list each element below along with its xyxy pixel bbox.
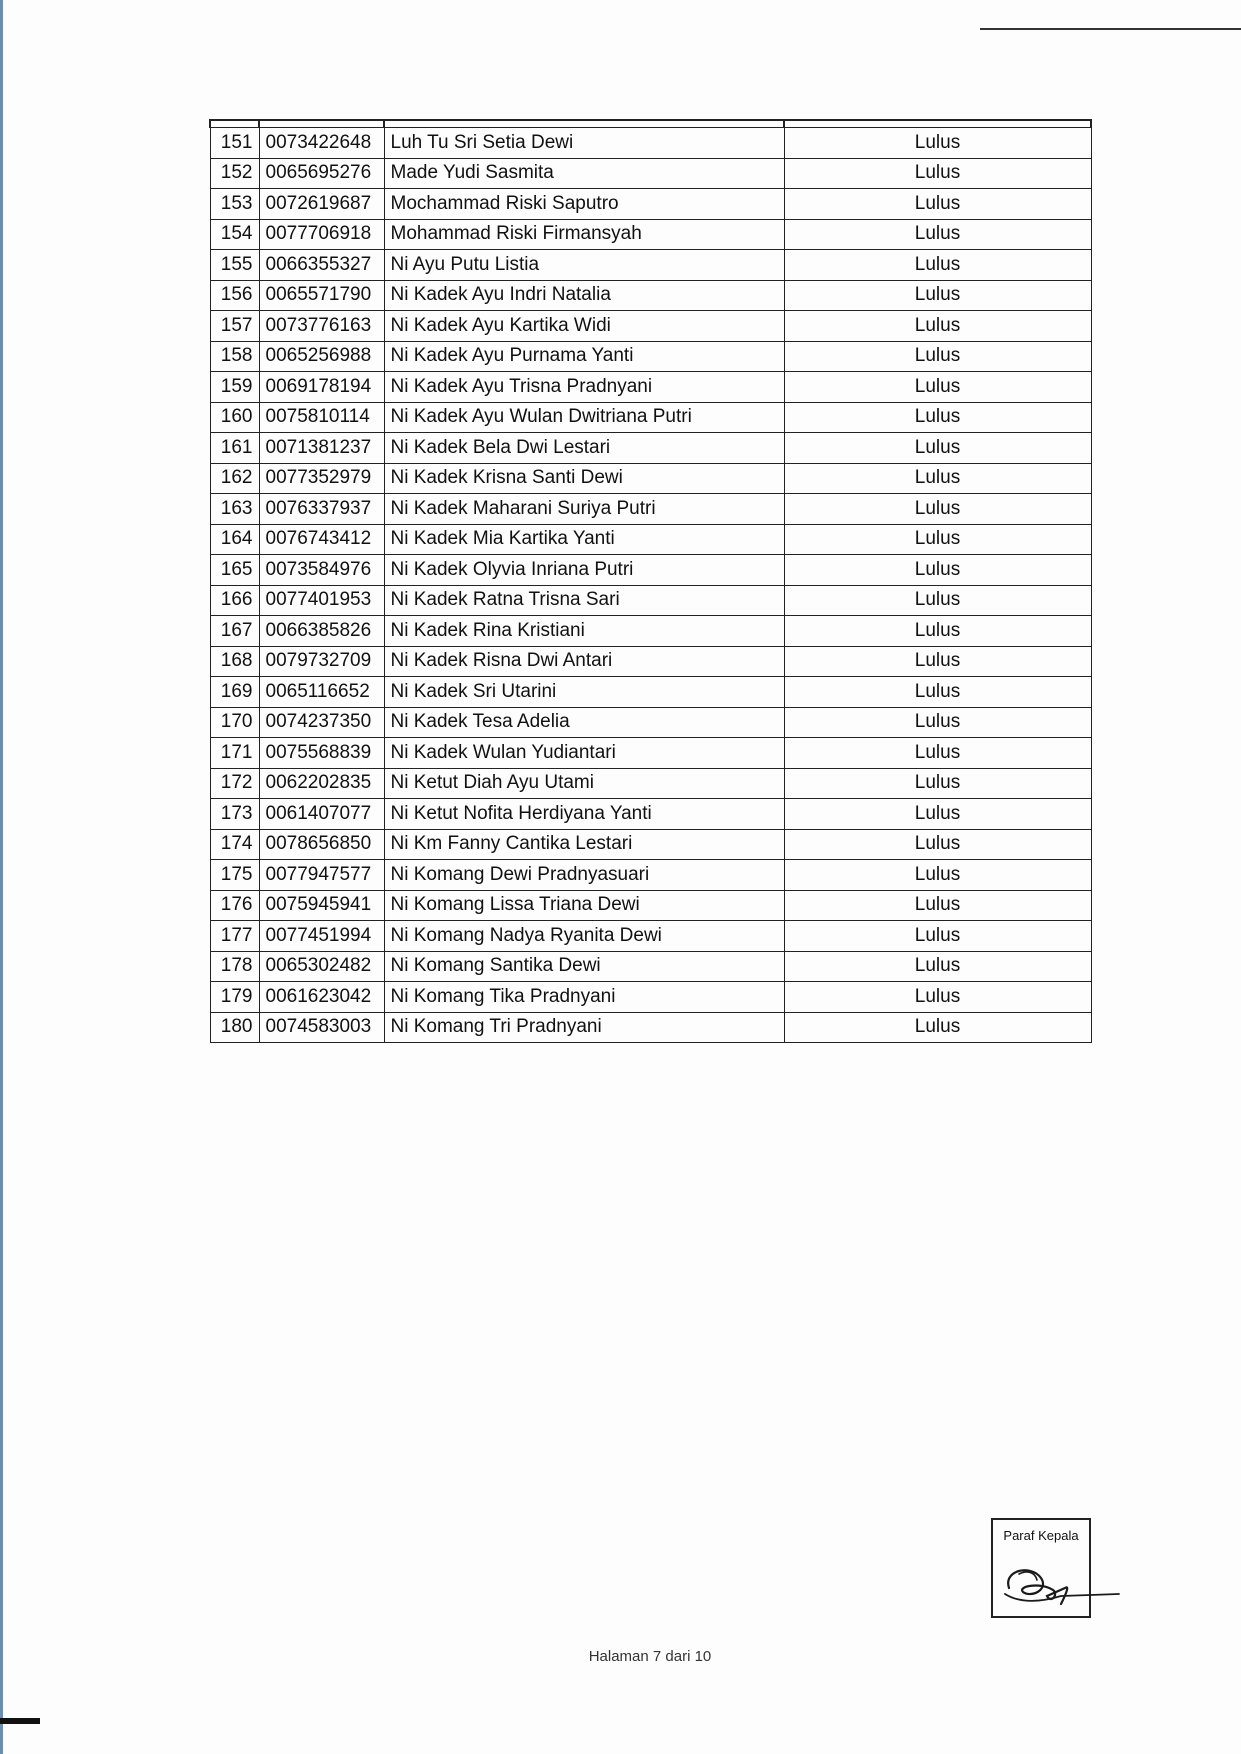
cell-nisn: 0073776163 (259, 311, 384, 342)
cell-nisn: 0062202835 (259, 768, 384, 799)
table-row (210, 158, 1091, 189)
table-row (210, 829, 1091, 860)
table-row (210, 585, 1091, 616)
table-row (210, 219, 1091, 250)
cell-name: Ni Kadek Ayu Trisna Pradnyani (384, 372, 784, 403)
cell-nisn: 0076743412 (259, 524, 384, 555)
cell-nisn: 0065116652 (259, 677, 384, 708)
cell-no: 164 (210, 524, 259, 555)
cell-no: 157 (210, 311, 259, 342)
table-row (210, 372, 1091, 403)
cell-nisn: 0074583003 (259, 1012, 384, 1043)
cell-nisn: 0065571790 (259, 280, 384, 311)
cell-status: Lulus (784, 616, 1091, 647)
cell-status: Lulus (784, 189, 1091, 220)
cell-status: Lulus (784, 219, 1091, 250)
cell-nisn: 0072619687 (259, 189, 384, 220)
cell-nisn: 0077451994 (259, 921, 384, 952)
cell-no: 151 (210, 128, 259, 159)
cell-no: 172 (210, 768, 259, 799)
cell-nisn: 0077947577 (259, 860, 384, 891)
results-table-body (210, 120, 1091, 1043)
cell-no: 171 (210, 738, 259, 769)
cell-name: Ni Kadek Sri Utarini (384, 677, 784, 708)
cell-nisn: 0077352979 (259, 463, 384, 494)
cell-no: 156 (210, 280, 259, 311)
cell-status: Lulus (784, 890, 1091, 921)
cell-status: Lulus (784, 646, 1091, 677)
table-row (210, 341, 1091, 372)
cell-nisn: 0078656850 (259, 829, 384, 860)
cell-nisn: 0077401953 (259, 585, 384, 616)
cell-name: Ni Komang Tri Pradnyani (384, 1012, 784, 1043)
cell-name: Ni Ayu Putu Listia (384, 250, 784, 281)
table-row (210, 189, 1091, 220)
cell-no: 178 (210, 951, 259, 982)
cell-name: Ni Kadek Mia Kartika Yanti (384, 524, 784, 555)
cell-name: Mochammad Riski Saputro (384, 189, 784, 220)
cell-no: 154 (210, 219, 259, 250)
cell-no: 176 (210, 890, 259, 921)
table-row (210, 463, 1091, 494)
cell-status: Lulus (784, 738, 1091, 769)
cell-status: Lulus (784, 768, 1091, 799)
cell-status: Lulus (784, 982, 1091, 1013)
cell-no: 152 (210, 158, 259, 189)
cell-status: Lulus (784, 524, 1091, 555)
table-row (210, 951, 1091, 982)
cell-nisn: 0075568839 (259, 738, 384, 769)
paraf-label: Paraf Kepala (1003, 1528, 1079, 1543)
cell-name: Ni Kadek Ayu Kartika Widi (384, 311, 784, 342)
scan-edge-bottom (0, 1718, 40, 1724)
cell-status: Lulus (784, 829, 1091, 860)
cell-name: Ni Kadek Ayu Wulan Dwitriana Putri (384, 402, 784, 433)
cell-name: Ni Kadek Krisna Santi Dewi (384, 463, 784, 494)
table-row (210, 280, 1091, 311)
cell-nisn: 0075945941 (259, 890, 384, 921)
cell-nisn: 0061623042 (259, 982, 384, 1013)
cell-no: 173 (210, 799, 259, 830)
table-row (210, 524, 1091, 555)
cell-status: Lulus (784, 677, 1091, 708)
cell-nisn: 0066385826 (259, 616, 384, 647)
table-row (210, 677, 1091, 708)
cell-name: Ni Kadek Rina Kristiani (384, 616, 784, 647)
table-row (210, 768, 1091, 799)
header-cell-status (784, 120, 1091, 128)
cell-name: Ni Km Fanny Cantika Lestari (384, 829, 784, 860)
cell-no: 177 (210, 921, 259, 952)
cell-status: Lulus (784, 799, 1091, 830)
cell-name: Ni Ketut Nofita Herdiyana Yanti (384, 799, 784, 830)
cell-status: Lulus (784, 402, 1091, 433)
cell-no: 162 (210, 463, 259, 494)
table-row (210, 707, 1091, 738)
cell-nisn: 0073422648 (259, 128, 384, 159)
cell-no: 158 (210, 341, 259, 372)
cell-status: Lulus (784, 311, 1091, 342)
cell-no: 165 (210, 555, 259, 586)
cell-status: Lulus (784, 128, 1091, 159)
table-row (210, 494, 1091, 525)
cell-status: Lulus (784, 585, 1091, 616)
page-number: Halaman 7 dari 10 (588, 1648, 712, 1665)
cell-no: 161 (210, 433, 259, 464)
cell-no: 153 (210, 189, 259, 220)
cell-no: 170 (210, 707, 259, 738)
table-row (210, 646, 1091, 677)
cell-status: Lulus (784, 1012, 1091, 1043)
cell-name: Ni Komang Santika Dewi (384, 951, 784, 982)
cell-status: Lulus (784, 463, 1091, 494)
table-row (210, 250, 1091, 281)
cell-name: Ni Komang Dewi Pradnyasuari (384, 860, 784, 891)
cell-nisn: 0069178194 (259, 372, 384, 403)
cell-no: 179 (210, 982, 259, 1013)
table-row (210, 921, 1091, 952)
table-row (210, 890, 1091, 921)
cell-status: Lulus (784, 494, 1091, 525)
cell-name: Ni Ketut Diah Ayu Utami (384, 768, 784, 799)
table-row (210, 402, 1091, 433)
cell-no: 155 (210, 250, 259, 281)
header-cell-no (210, 120, 259, 128)
cell-no: 169 (210, 677, 259, 708)
cell-status: Lulus (784, 860, 1091, 891)
cell-nisn: 0073584976 (259, 555, 384, 586)
cell-no: 167 (210, 616, 259, 647)
cell-name: Ni Kadek Wulan Yudiantari (384, 738, 784, 769)
cell-name: Ni Kadek Ayu Indri Natalia (384, 280, 784, 311)
table-row (210, 555, 1091, 586)
cell-status: Lulus (784, 372, 1091, 403)
cell-no: 168 (210, 646, 259, 677)
table-row (210, 982, 1091, 1013)
table-row (210, 799, 1091, 830)
paraf-box (991, 1518, 1091, 1618)
results-table (209, 119, 1092, 1043)
table-row (210, 128, 1091, 159)
cell-no: 159 (210, 372, 259, 403)
cell-no: 166 (210, 585, 259, 616)
table-row (210, 616, 1091, 647)
cell-status: Lulus (784, 250, 1091, 281)
cell-name: Ni Kadek Ayu Purnama Yanti (384, 341, 784, 372)
cell-name: Ni Kadek Maharani Suriya Putri (384, 494, 784, 525)
cell-name: Mohammad Riski Firmansyah (384, 219, 784, 250)
cell-name: Ni Kadek Olyvia Inriana Putri (384, 555, 784, 586)
table-row (210, 860, 1091, 891)
table-row (210, 433, 1091, 464)
cell-nisn: 0079732709 (259, 646, 384, 677)
cell-no: 175 (210, 860, 259, 891)
cell-nisn: 0066355327 (259, 250, 384, 281)
scan-edge-left (0, 0, 3, 1754)
cell-name: Ni Kadek Risna Dwi Antari (384, 646, 784, 677)
cell-status: Lulus (784, 921, 1091, 952)
header-cell-nisn (259, 120, 384, 128)
cell-no: 160 (210, 402, 259, 433)
cell-status: Lulus (784, 707, 1091, 738)
cell-status: Lulus (784, 280, 1091, 311)
table-row (210, 311, 1091, 342)
cell-status: Lulus (784, 341, 1091, 372)
cell-nisn: 0065695276 (259, 158, 384, 189)
cell-no: 163 (210, 494, 259, 525)
cell-nisn: 0061407077 (259, 799, 384, 830)
cell-status: Lulus (784, 433, 1091, 464)
cell-nisn: 0065302482 (259, 951, 384, 982)
cell-name: Made Yudi Sasmita (384, 158, 784, 189)
header-cell-name (384, 120, 784, 128)
cell-no: 174 (210, 829, 259, 860)
scan-edge-top (980, 28, 1241, 30)
cell-name: Ni Kadek Bela Dwi Lestari (384, 433, 784, 464)
cell-name: Ni Komang Nadya Ryanita Dewi (384, 921, 784, 952)
cell-nisn: 0071381237 (259, 433, 384, 464)
cell-name: Ni Kadek Tesa Adelia (384, 707, 784, 738)
cell-status: Lulus (784, 951, 1091, 982)
table-row (210, 1012, 1091, 1043)
signature-icon (1001, 1560, 1121, 1610)
table-header-strip (210, 120, 1091, 128)
cell-status: Lulus (784, 555, 1091, 586)
cell-nisn: 0074237350 (259, 707, 384, 738)
table-row (210, 738, 1091, 769)
cell-nisn: 0077706918 (259, 219, 384, 250)
cell-name: Ni Komang Tika Pradnyani (384, 982, 784, 1013)
cell-nisn: 0065256988 (259, 341, 384, 372)
cell-status: Lulus (784, 158, 1091, 189)
cell-no: 180 (210, 1012, 259, 1043)
cell-name: Luh Tu Sri Setia Dewi (384, 128, 784, 159)
cell-nisn: 0076337937 (259, 494, 384, 525)
cell-name: Ni Kadek Ratna Trisna Sari (384, 585, 784, 616)
cell-nisn: 0075810114 (259, 402, 384, 433)
cell-name: Ni Komang Lissa Triana Dewi (384, 890, 784, 921)
